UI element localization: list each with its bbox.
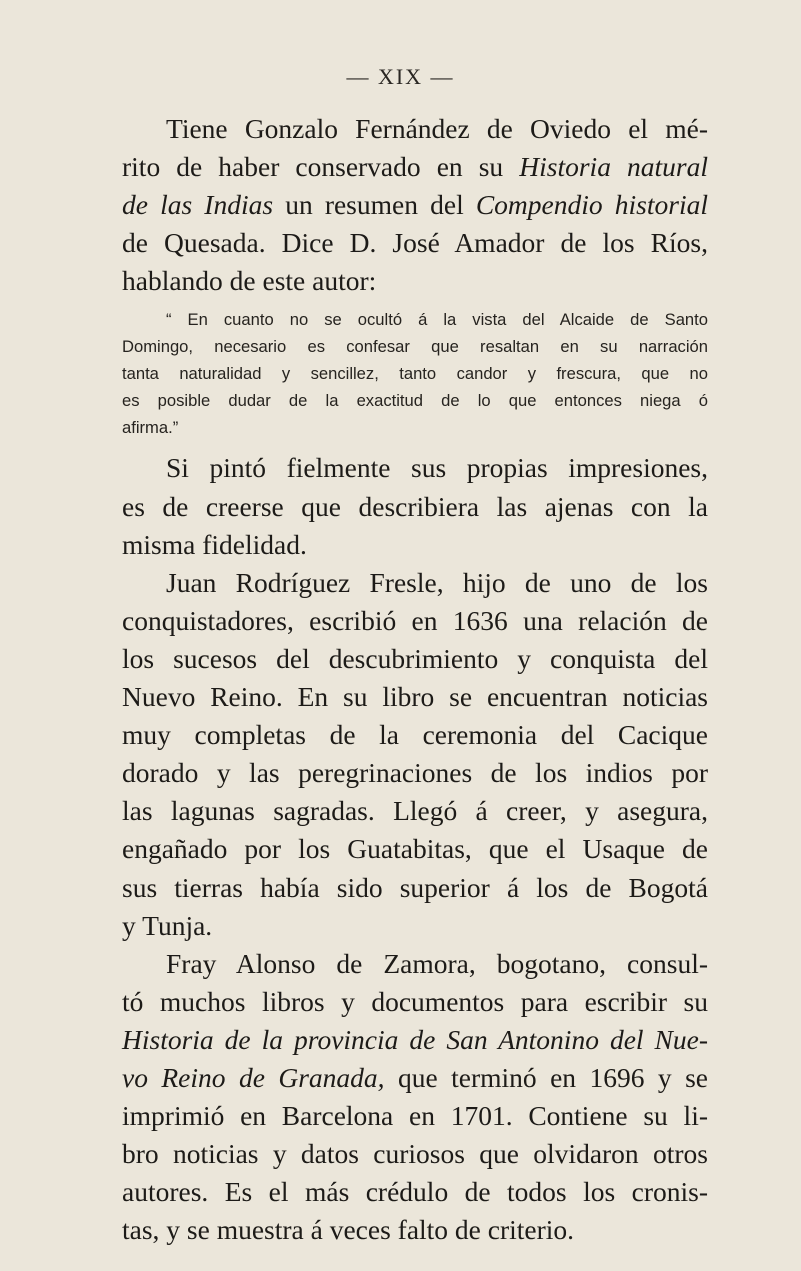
text-line: Juan Rodríguez Fresle, hijo de uno de los <box>166 566 708 598</box>
paragraph-impressions <box>122 449 708 563</box>
text-line: hablando de este autor: <box>122 265 377 297</box>
quote-line: tanta naturalidad y sencillez, tanto candor y frescura, que no <box>122 364 708 384</box>
text-line: Nuevo Reino. En su libro se encuentran noticias <box>122 681 708 713</box>
text-line: Fray Alonso de Zamora, bogotano, consul- <box>166 947 708 979</box>
text-line <box>122 1059 708 1097</box>
text-run: rito de haber conservado en su <box>122 151 520 183</box>
text-line <box>122 1021 708 1059</box>
text-run: un resumen del <box>273 189 476 221</box>
text-line: Tiene Gonzalo Fernández de Oviedo el mé- <box>166 113 708 144</box>
text-line: dorado y las peregrinaciones de los indios por <box>122 757 708 789</box>
text-line: sus tierras había sido superior á los de Bogotá <box>122 871 708 903</box>
text-line: engañado por los Guatabitas, que el Usaque de <box>122 833 708 865</box>
page-header: — XIX — <box>346 64 455 89</box>
text-line: y Tunja. <box>122 909 213 941</box>
book-title-italic: Historia natural <box>519 151 708 183</box>
text-line: conquistadores, escribió en 1636 una relación de <box>122 604 708 636</box>
text-line: Si pintó fielmente sus propias impresiones, <box>166 452 708 484</box>
quote-line: Domingo, necesario es confesar que resaltan en su narración <box>122 337 708 357</box>
quote-line: es posible dudar de la exactitud de lo que entonces niega ó <box>122 391 708 411</box>
text-line: es de creerse que describiera las ajenas con la <box>122 490 708 522</box>
text-line: misma fidelidad. <box>122 528 307 560</box>
text-line: los sucesos del descubrimiento y conquista del <box>122 642 708 674</box>
text-line: tas, y se muestra á veces falto de criterio. <box>122 1214 575 1246</box>
paragraph-zamora <box>122 945 708 1250</box>
book-title-italic: Historia de la provincia de San Antonino del Nue- <box>122 1023 708 1055</box>
book-title-italic: vo Reino de Granada, <box>122 1061 385 1093</box>
book-title-italic: de las Indias <box>122 189 274 221</box>
text-line: tó muchos libros y documentos para escribir su <box>122 985 708 1017</box>
text-line: las lagunas sagradas. Llegó á creer, y asegura, <box>122 795 708 827</box>
paragraph-fresle <box>122 564 708 945</box>
page-body <box>122 110 708 1249</box>
text-line: bro noticias y datos curiosos que olvidaron otros <box>122 1138 708 1170</box>
text-run: que terminó en 1696 y se <box>384 1061 708 1093</box>
book-title-italic: Compendio historial <box>475 189 708 221</box>
text-line: de Quesada. Dice D. José Amador de los Ríos, <box>122 227 708 259</box>
text-line: muy completas de la ceremonia del Cacique <box>122 719 708 751</box>
block-quote <box>122 306 708 441</box>
text-line <box>122 186 708 224</box>
text-line: imprimió en Barcelona en 1701. Contiene su li- <box>122 1100 708 1132</box>
quote-line: afirma.” <box>122 418 179 438</box>
text-line: autores. Es el más crédulo de todos los cronis- <box>122 1176 708 1208</box>
text-line <box>122 148 708 186</box>
quote-line: “ En cuanto no se ocultó á la vista del Alcaide de Santo <box>166 310 708 330</box>
paragraph-oviedo <box>122 110 708 300</box>
